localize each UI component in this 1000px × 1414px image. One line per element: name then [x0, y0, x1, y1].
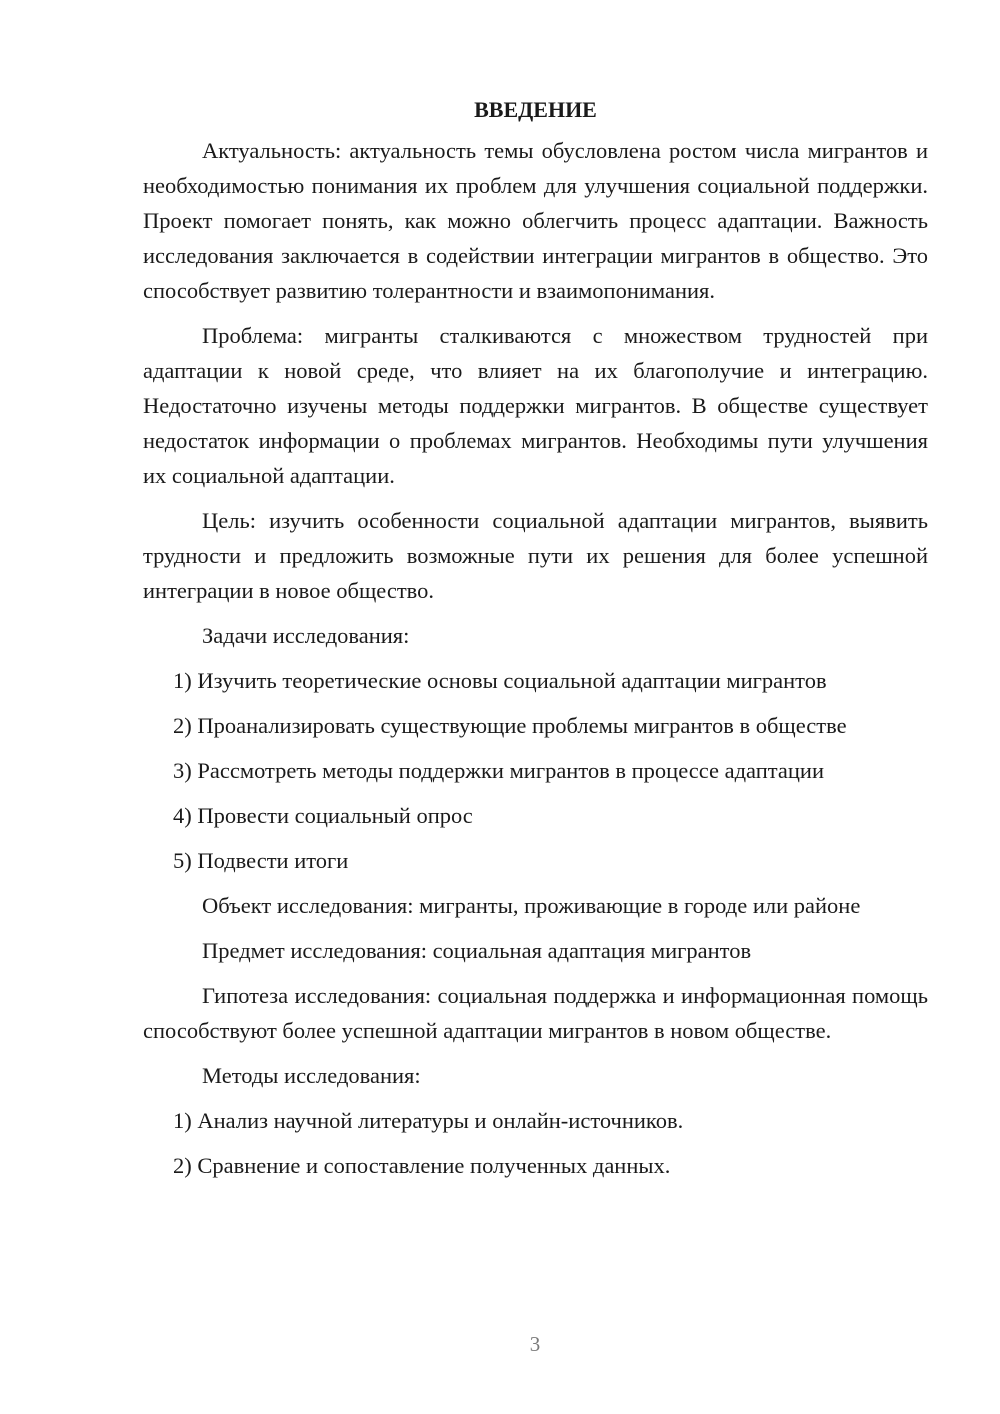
page-number: 3 — [529, 1332, 541, 1356]
task-item: 5) Подвести итоги — [173, 848, 349, 873]
hypothesis-paragraph: Гипотеза исследования: социальная поддержка и информационная помощь способствуют более успешной адаптации мигрантов в новом обществе. — [143, 983, 928, 1043]
tasks-heading: Задачи исследования: — [202, 623, 410, 648]
task-item: 4) Провести социальный опрос — [173, 803, 473, 828]
relevance-paragraph: Актуальность: актуальность темы обусловлена ростом числа мигрантов и необходимостью понимания их проблем для улучшения социальной поддержки. Проект помогает понять, как можно облегчить процесс адаптации. Важность исследования заключается в содействии интеграции мигрантов в общество. Это способствует развитию толерантности и взаимопонимания. — [143, 138, 928, 303]
methods-heading: Методы исследования: — [202, 1063, 421, 1088]
goal-paragraph: Цель: изучить особенности социальной адаптации мигрантов, выявить трудности и предложить возможные пути их решения для более успешной интеграции в новое общество. — [143, 508, 928, 603]
subject-paragraph: Предмет исследования: социальная адаптация мигрантов — [202, 938, 752, 963]
task-item: 3) Рассмотреть методы поддержки мигрантов в процессе адаптации — [173, 758, 825, 783]
methods-list — [143, 1103, 928, 1183]
method-item: 1) Анализ научной литературы и онлайн-источников. — [173, 1108, 684, 1133]
task-item: 1) Изучить теоретические основы социальной адаптации мигрантов — [173, 668, 827, 693]
object-paragraph: Объект исследования: мигранты, проживающие в городе или районе — [202, 893, 861, 918]
tasks-list — [143, 663, 928, 878]
section-title: ВВЕДЕНИЕ — [474, 97, 597, 122]
method-item: 2) Сравнение и сопоставление полученных данных. — [173, 1153, 671, 1178]
task-item: 2) Проанализировать существующие проблемы мигрантов в обществе — [173, 713, 847, 738]
problem-paragraph: Проблема: мигранты сталкиваются с множеством трудностей при адаптации к новой среде, что влияет на их благополучие и интеграцию. Недостаточно изучены методы поддержки мигрантов. В обществе существует недостаток информации о проблемах мигрантов. Необходимы пути улучшения их социальной адаптации. — [143, 323, 928, 488]
document-page — [143, 92, 928, 1193]
